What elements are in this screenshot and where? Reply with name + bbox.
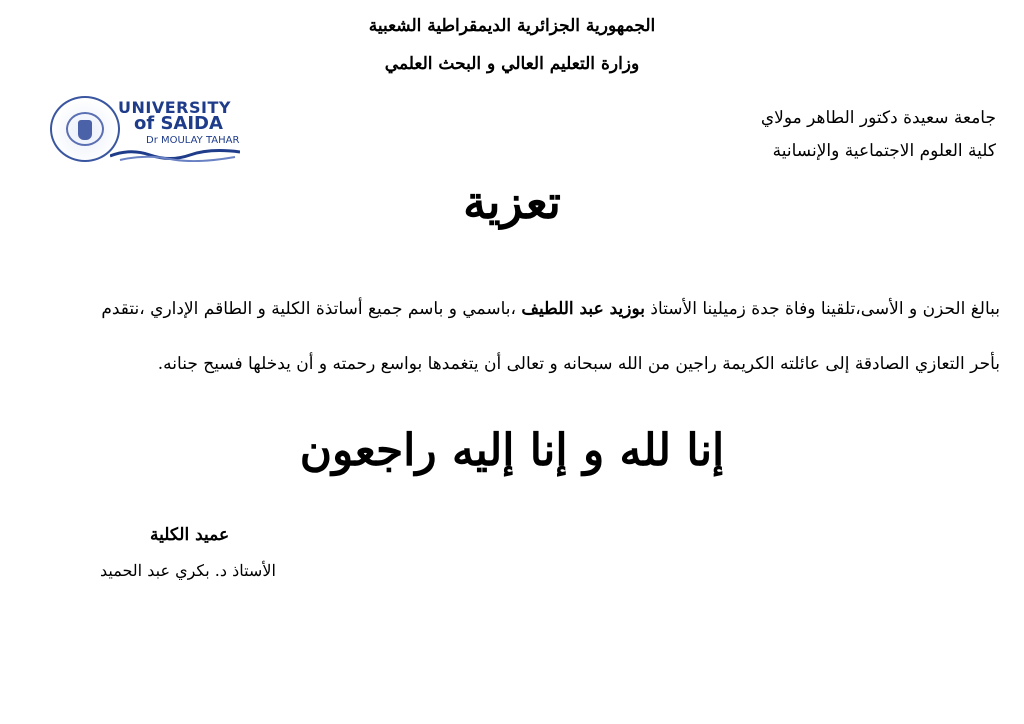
condolence-title: تعزية [463, 175, 561, 229]
body-paragraph-1 [20, 299, 1000, 319]
republic-heading: الجمهورية الجزائرية الديمقراطية الشعبية [368, 16, 656, 36]
logo-line-saida: of SAIDA [134, 113, 223, 134]
logo-wave-icon [110, 146, 240, 162]
logo-line-university: UNIVERSITY [118, 98, 231, 117]
body-text-start: ببالغ الحزن و الأسى،تلقينا وفاة جدة زميلينا الأستاذ [645, 299, 1000, 319]
university-logo [50, 96, 245, 168]
body-paragraph-2: بأحر التعازي الصادقة إلى عائلته الكريمة راجين من الله سبحانه و تعالى أن يتغمدها بواسع رحمته و أن يدخلها فسيح جنانه. [157, 354, 1000, 374]
university-name: جامعة سعيدة دكتور الطاهر مولاي [760, 108, 996, 128]
faculty-name: كلية العلوم الاجتماعية والإنسانية [772, 141, 996, 161]
signature-name: الأستاذ د. بكري عبد الحميد [100, 561, 276, 580]
quran-verse-calligraphy: إنا لله و إنا إليه راجعون [299, 425, 725, 476]
deceased-relative-name: بوزيد عبد اللطيف [521, 299, 646, 319]
ministry-heading: وزارة التعليم العالي و البحث العلمي [384, 54, 640, 74]
body-text-end: ،باسمي و باسم جميع أساتذة الكلية و الطاقم الإداري ،نتقدم [101, 299, 522, 319]
signature-title: عميد الكلية [150, 525, 230, 545]
logo-line-moulay-tahar: Dr MOULAY TAHAR [146, 135, 240, 146]
